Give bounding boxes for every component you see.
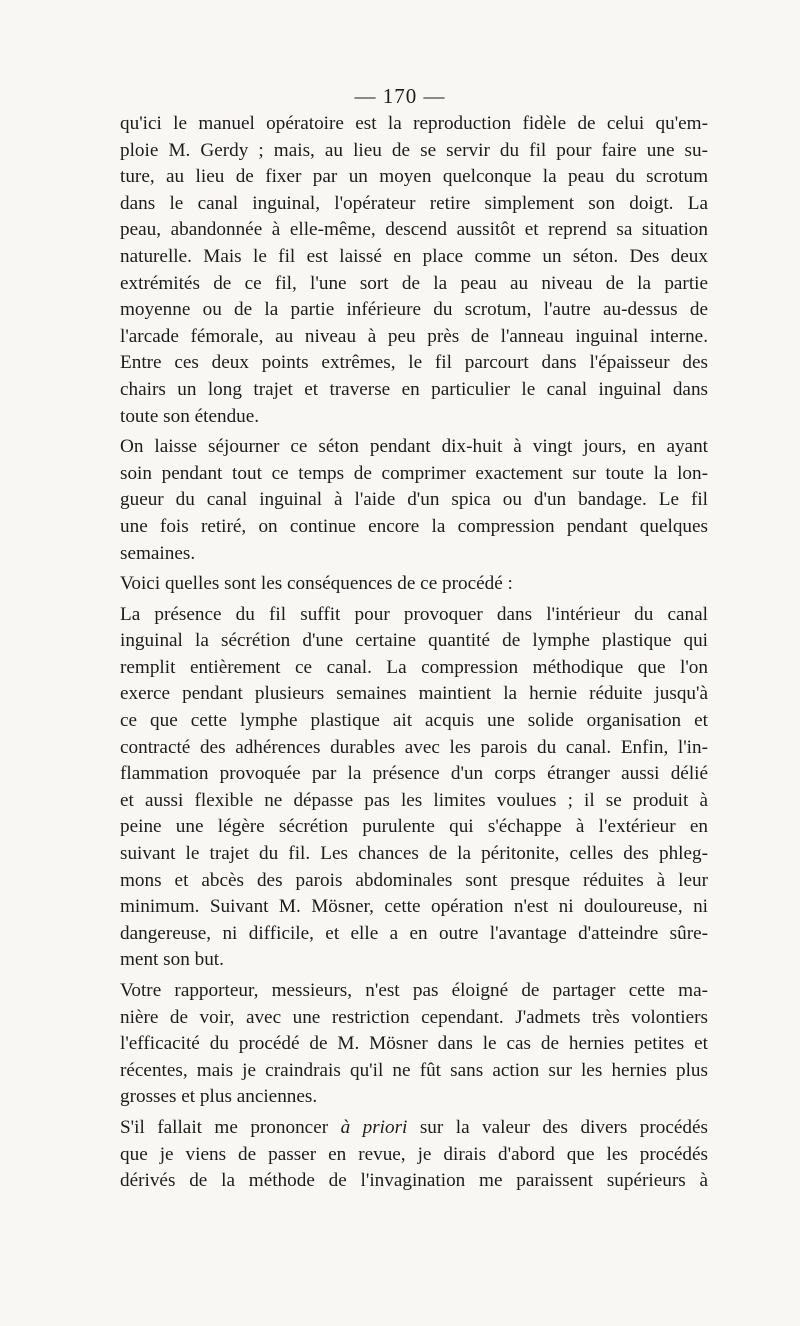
paragraph-5 <box>120 978 708 1111</box>
text-line: contracté des adhérences durables avec les parois du canal. Enfin, l'in- <box>120 736 708 758</box>
text-line: l'arcade fémorale, au niveau à peu près de l'anneau inguinal interne. <box>120 325 708 347</box>
text-line: La présence du fil suffit pour provoquer dans l'intérieur du canal <box>120 603 708 625</box>
page-body <box>120 111 708 1199</box>
text-line: qu'ici le manuel opératoire est la reproduction fidèle de celui qu'em- <box>120 113 708 134</box>
text-line: dérivés de la méthode de l'invagination me paraissent supérieurs à <box>120 1170 708 1192</box>
text-line: flammation provoquée par la présence d'un corps étranger aussi délié <box>120 763 708 785</box>
text-line: dans le canal inguinal, l'opérateur retire simplement son doigt. La <box>120 192 708 214</box>
text-line: peine une légère sécrétion purulente qui s'échappe à l'extérieur en <box>120 816 708 838</box>
text-line: l'efficacité du procédé de M. Mösner dans le cas de hernies petites et <box>120 1033 708 1055</box>
text-line: chairs un long trajet et traverse en particulier le canal inguinal dans <box>120 378 708 400</box>
text-line: semaines. <box>120 542 196 564</box>
text-line: une fois retiré, on continue encore la compression pendant quelques <box>120 515 708 537</box>
text-line: suivant le trajet du fil. Les chances de la péritonite, celles des phleg- <box>120 843 708 865</box>
text-line <box>120 1115 708 1142</box>
text-line: gueur du canal inguinal à l'aide d'un spica ou d'un bandage. Le fil <box>120 489 708 511</box>
text-line: minimum. Suivant M. Mösner, cette opération n'est ni douloureuse, ni <box>120 896 708 918</box>
text-line: extrémités de ce fil, l'une sort de la peau au niveau de la partie <box>120 272 708 294</box>
paragraph-4 <box>120 602 708 974</box>
text-line: toute son étendue. <box>120 405 260 427</box>
paragraph-6 <box>120 1115 708 1195</box>
text-line: grosses et plus anciennes. <box>120 1086 318 1108</box>
paragraph-1 <box>120 111 708 430</box>
text-line: ce que cette lymphe plastique ait acquis une solide organisation et <box>120 710 708 732</box>
text-line: et aussi flexible ne dépasse pas les limites voulues ; il se produit à <box>120 789 708 811</box>
text-line: que je viens de passer en revue, je dirais d'abord que les procédés <box>120 1143 708 1165</box>
page-number: — 170 — <box>354 84 446 108</box>
text-line: récentes, mais je craindrais qu'il ne fût sans action sur les hernies plus <box>120 1059 708 1081</box>
text-line: moyenne ou de la partie inférieure du scrotum, l'autre au-dessus de <box>120 299 708 321</box>
paragraph-2 <box>120 434 708 567</box>
text-line: ture, au lieu de fixer par un moyen quelconque la peau du scrotum <box>120 166 708 188</box>
text-line: remplit entièrement ce canal. La compression méthodique que l'on <box>120 656 708 678</box>
text-line: On laisse séjourner ce séton pendant dix-huit à vingt jours, en ayant <box>120 436 708 458</box>
text-line: dangereuse, ni difficile, et elle a en outre l'avantage d'atteindre sûre- <box>120 922 708 944</box>
text-run: S'il fallait me prononcer <box>120 1116 341 1138</box>
paragraph-3 <box>120 571 708 598</box>
text-line: ment son but. <box>120 949 224 971</box>
text-line: nière de voir, avec une restriction cependant. J'admets très volontiers <box>120 1006 708 1028</box>
text-line: ploie M. Gerdy ; mais, au lieu de se servir du fil pour faire une su- <box>120 139 708 161</box>
text-line: soin pendant tout ce temps de comprimer exactement sur toute la lon- <box>120 462 708 484</box>
text-line: peau, abandonnée à elle-même, descend aussitôt et reprend sa situation <box>120 219 708 241</box>
text-line: Voici quelles sont les conséquences de ce procédé : <box>120 573 513 595</box>
text-run: sur la valeur des divers procédés <box>407 1116 708 1138</box>
text-line: Entre ces deux points extrêmes, le fil parcourt dans l'épaisseur des <box>120 352 708 374</box>
text-line: Votre rapporteur, messieurs, n'est pas éloigné de partager cette ma- <box>120 980 708 1001</box>
text-line: mons et abcès des parois abdominales sont presque réduites à leur <box>120 869 708 891</box>
italic-phrase: à priori <box>340 1116 408 1138</box>
text-line: naturelle. Mais le fil est laissé en place comme un séton. Des deux <box>120 245 708 267</box>
text-line: inguinal la sécrétion d'une certaine quantité de lymphe plastique qui <box>120 630 708 652</box>
text-line: exerce pendant plusieurs semaines maintient la hernie réduite jusqu'à <box>120 683 708 705</box>
